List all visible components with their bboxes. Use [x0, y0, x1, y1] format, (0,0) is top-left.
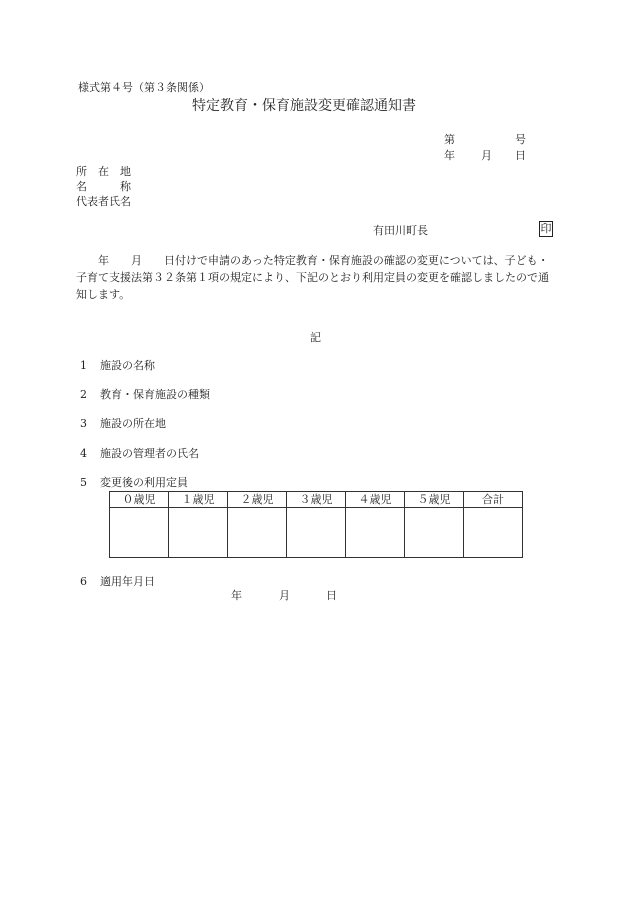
addressee-name-label: 名 称	[76, 180, 131, 193]
col-age2: ２歳児	[228, 492, 287, 508]
col-age1: １歳児	[169, 492, 228, 508]
cell-age0[interactable]	[110, 508, 169, 558]
item-number: 3	[80, 417, 87, 430]
col-age5: ５歳児	[405, 492, 464, 508]
seal-stamp: 印	[540, 222, 552, 235]
issue-date-month: 月	[481, 149, 492, 162]
issuer-mayor: 有田川町長	[373, 224, 428, 237]
item-number: 5	[80, 476, 87, 489]
page-title: 特定教育・保育施設変更確認通知書	[192, 98, 416, 114]
col-total: 合計	[464, 492, 523, 508]
doc-number-prefix: 第	[444, 133, 455, 146]
form-number: 様式第４号（第３条関係）	[78, 81, 210, 94]
col-age0: ０歳児	[110, 492, 169, 508]
cell-age2[interactable]	[228, 508, 287, 558]
item-facility-address: 施設の所在地	[100, 417, 166, 430]
apply-date-month: 月	[279, 589, 290, 602]
col-age3: ３歳児	[287, 492, 346, 508]
capacity-table	[109, 491, 523, 558]
doc-number-suffix: 号	[515, 133, 526, 146]
ki-heading: 記	[310, 331, 321, 344]
item-manager-name: 施設の管理者の氏名	[100, 447, 199, 460]
cell-age1[interactable]	[169, 508, 228, 558]
item-number: 2	[80, 388, 87, 401]
issue-date-day: 日	[515, 149, 526, 162]
table-header-row	[110, 492, 523, 508]
item-number: 6	[80, 575, 87, 588]
item-number: 4	[80, 447, 87, 460]
item-facility-type: 教育・保育施設の種類	[100, 388, 210, 401]
body-paragraph: 年 月 日付けで申請のあった特定教育・保育施設の確認の変更については、子ども・子育て支援法第３２条第１項の規定により、下記のとおり利用定員の変更を確認しましたので通知します。	[76, 254, 549, 301]
cell-age5[interactable]	[405, 508, 464, 558]
item-number: 1	[80, 359, 87, 372]
item-facility-name: 施設の名称	[100, 359, 155, 372]
apply-date-year: 年	[231, 589, 242, 602]
cell-age3[interactable]	[287, 508, 346, 558]
item-apply-date: 適用年月日	[100, 575, 155, 588]
cell-age4[interactable]	[346, 508, 405, 558]
cell-total[interactable]	[464, 508, 523, 558]
apply-date-day: 日	[326, 589, 337, 602]
addressee-representative-label: 代表者氏名	[76, 195, 131, 208]
addressee-location-label: 所 在 地	[76, 165, 131, 178]
table-row	[110, 508, 523, 558]
col-age4: ４歳児	[346, 492, 405, 508]
item-capacity: 変更後の利用定員	[100, 476, 188, 489]
issue-date-year: 年	[444, 149, 455, 162]
